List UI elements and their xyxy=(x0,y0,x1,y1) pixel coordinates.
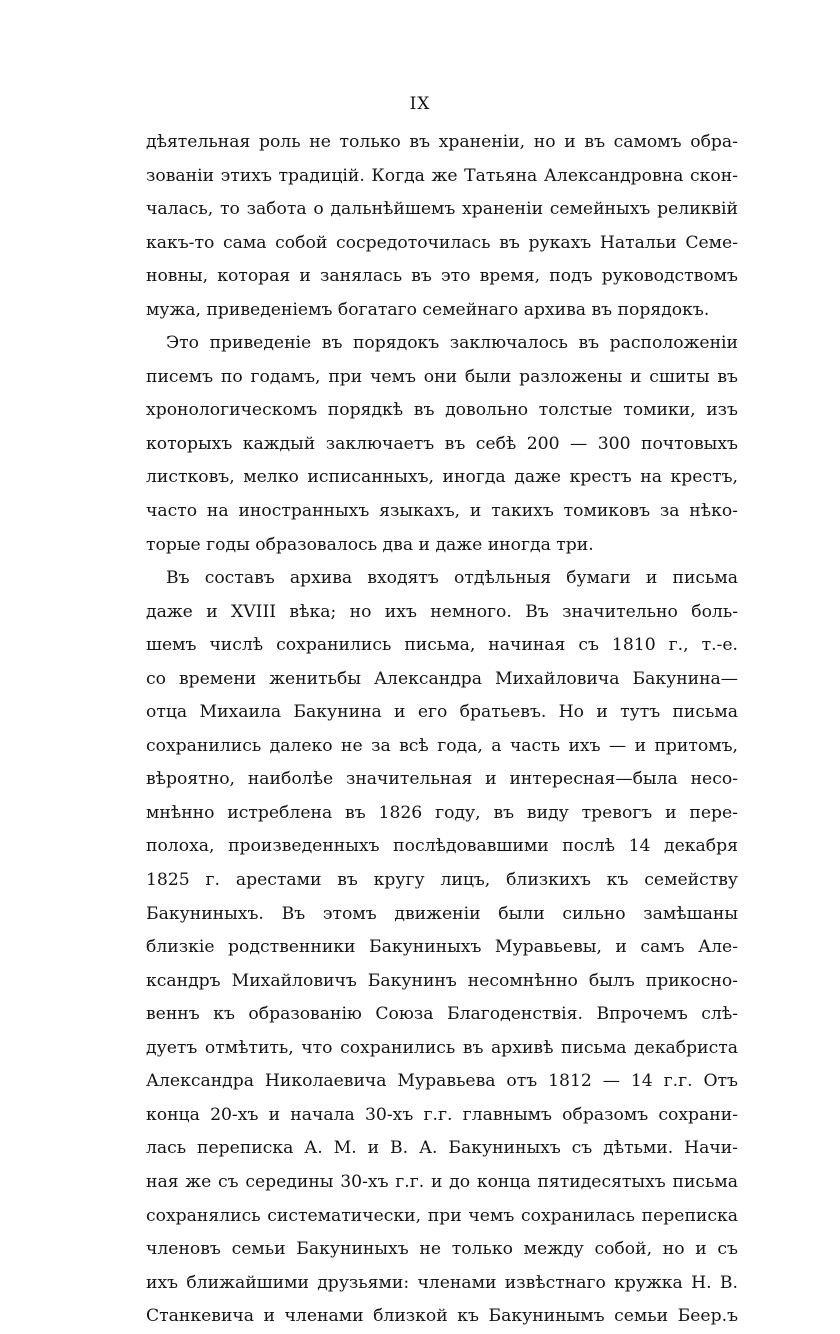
text-line: которыхъ каждый заключаетъ въ себѣ 200 — 300 почтовыхъ xyxy=(146,433,738,454)
text-line: сохранились далеко не за всѣ года, а часть ихъ — и притомъ, xyxy=(146,735,738,756)
text-line: сохранялись систематически, при чемъ сохранилась переписка xyxy=(146,1205,738,1226)
text-line: ная же съ середины 30-хъ г.г. и до конца пятидесятыхъ письма xyxy=(146,1171,738,1192)
text-line: листковъ, мелко исписанныхъ, иногда даже крестъ на крестъ, xyxy=(146,467,738,488)
text-line: Станкевича и членами близкой къ Бакунинымъ семьи Беер.ъ xyxy=(146,1306,738,1327)
text-line: новны, которая и занялась въ это время, подъ руководствомъ xyxy=(146,266,738,287)
text-line: чалась, то забота о дальнѣйшемъ храненіи семейныхъ реликвій xyxy=(146,199,738,220)
text-line: Это приведеніе въ порядокъ заключалось въ расположеніи xyxy=(166,333,738,354)
page-number: IX xyxy=(409,94,431,114)
text-line: веннъ къ образованію Союза Благоденствія. Впрочемъ слѣ- xyxy=(146,1004,738,1025)
text-line: дѣятельная роль не только въ храненіи, но и въ самомъ обра- xyxy=(146,132,738,152)
text-line: часто на иностранныхъ языкахъ, и такихъ томиковъ за нѣко- xyxy=(146,501,738,522)
text-line: даже и XVIII вѣка; но ихъ немного. Въ значительно боль- xyxy=(146,601,738,622)
text-line: ксандръ Михайловичъ Бакунинъ несомнѣнно былъ прикосно- xyxy=(146,970,738,991)
text-line: зованіи этихъ традицій. Когда же Татьяна Александровна скон- xyxy=(146,165,738,186)
text-line: мнѣнно истреблена въ 1826 году, въ виду тревогъ и пере- xyxy=(146,802,738,823)
text-line: Въ составъ архива входятъ отдѣльныя бумаги и письма xyxy=(166,568,738,589)
body-text xyxy=(146,126,738,1334)
text-line: членовъ семьи Бакуниныхъ не только между собой, но и съ xyxy=(146,1239,738,1260)
text-line: мужа, приведеніемъ богатаго семейнаго архива въ порядокъ. xyxy=(146,299,710,320)
text-line: дуетъ отмѣтить, что сохранились въ архивѣ письма декабриста xyxy=(146,1037,738,1058)
text-line: писемъ по годамъ, при чемъ они были разложены и сшиты въ xyxy=(146,366,738,387)
text-line: полоха, произведенныхъ послѣдовавшими послѣ 14 декабря xyxy=(146,836,738,857)
text-line: Бакуниныхъ. Въ этомъ движеніи были сильно замѣшаны xyxy=(146,903,738,924)
text-line: конца 20-хъ и начала 30-хъ г.г. главнымъ образомъ сохрани- xyxy=(146,1104,738,1125)
text-line: 1825 г. арестами въ кругу лицъ, близкихъ къ семейству xyxy=(146,870,738,891)
text-line: лась переписка А. М. и В. А. Бакуниныхъ съ дѣтьми. Начи- xyxy=(146,1138,738,1159)
text-line: хронологическомъ порядкѣ въ довольно толстые томики, изъ xyxy=(146,400,738,421)
text-line: со времени женитьбы Александра Михайловича Бакунина— xyxy=(146,668,738,689)
text-line: торые годы образовалось два и даже иногда три. xyxy=(146,534,594,555)
text-line: близкіе родственники Бакуниныхъ Муравьевы, и самъ Але- xyxy=(146,937,738,958)
text-line: какъ-то сама собой сосредоточилась въ рукахъ Натальи Семе- xyxy=(146,232,738,253)
text-line: ихъ ближайшими друзьями: членами извѣстнаго кружка Н. В. xyxy=(146,1272,738,1293)
text-line: вѣроятно, наиболѣе значительная и интересная—была несо- xyxy=(146,769,738,790)
text-line: Александра Николаевича Муравьева отъ 1812 — 14 г.г. Отъ xyxy=(146,1071,738,1092)
text-line: шемъ числѣ сохранились письма, начиная съ 1810 г., т.-е. xyxy=(146,635,738,656)
text-line: отца Михаила Бакунина и его братьевъ. Но и тутъ письма xyxy=(146,702,738,723)
